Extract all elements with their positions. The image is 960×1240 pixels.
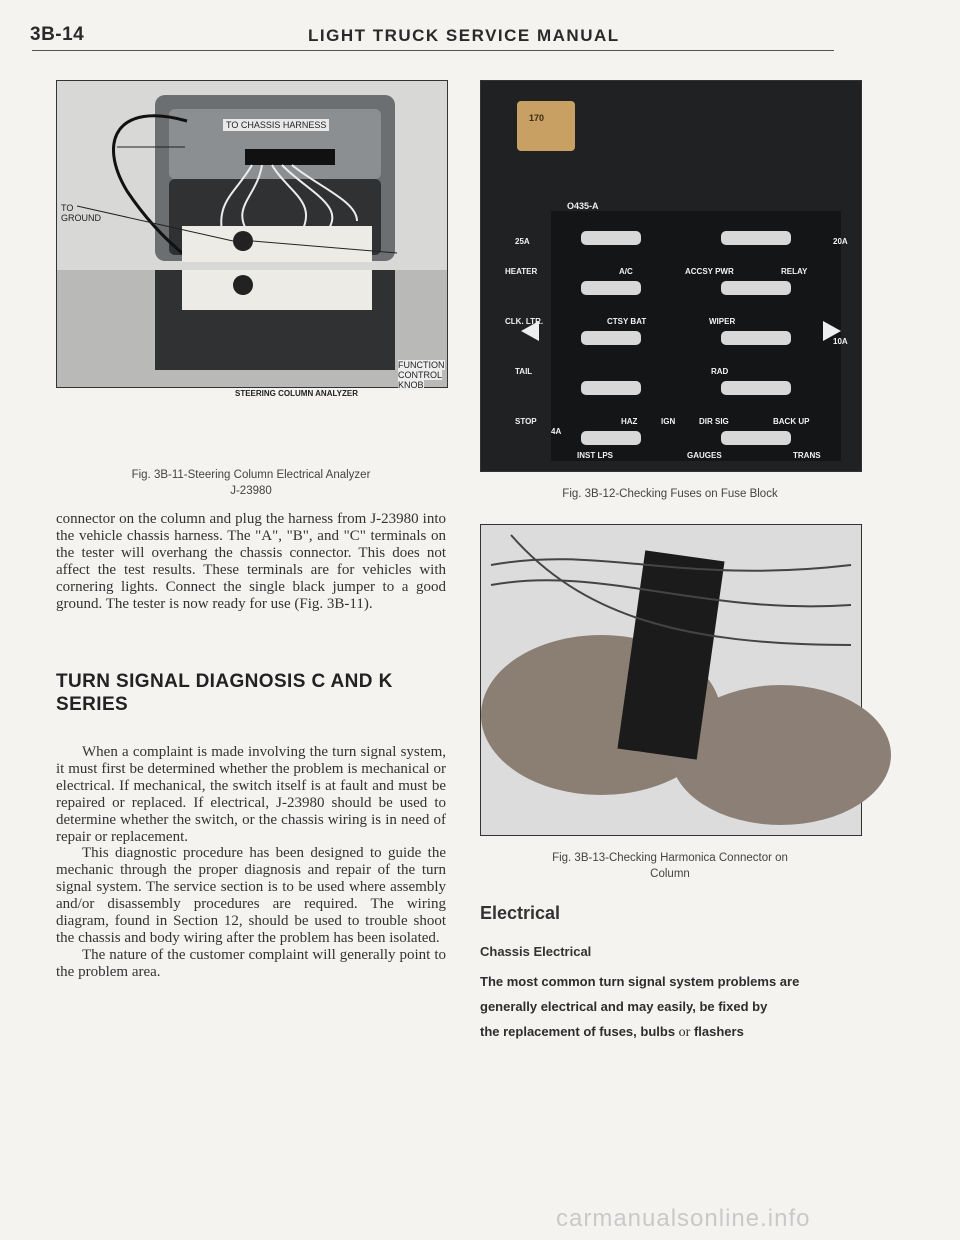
label-knob: KNOB: [398, 380, 424, 390]
conjunction: or: [678, 1025, 691, 1040]
fuse-label-inst-lps: INST LPS: [577, 451, 614, 460]
paragraph-complaint: [56, 744, 446, 981]
caption-line: Column: [650, 868, 690, 880]
fuse-label-back-up: BACK UP: [773, 417, 810, 426]
paragraph-text: When a complaint is made involving the turn signal system, it must first be determined whether the problem is mechanical or electrical. If mechanical, the switch itself is at fault and must be repaired or replaced. If electrical, J-23980 should be used to determine whether the switch, or the chassis wiring is in need of repair or replacement.: [56, 744, 446, 845]
paragraph-connector: [56, 511, 446, 612]
bold-fragment: the replacement of fuses, bulbs: [480, 1024, 676, 1039]
fuse-label-gauges: GAUGES: [687, 451, 722, 460]
fuse-label-amp-10a: 10A: [833, 337, 848, 346]
fuse-label-ign: IGN: [661, 417, 676, 426]
fuse-label-tail: TAIL: [515, 367, 533, 376]
caption-line: Fig. 3B-13-Checking Harmonica Connector on: [552, 852, 788, 864]
fuse-label-relay: RELAY: [781, 267, 808, 276]
chassis-electrical-subheading: Chassis Electrical: [480, 944, 592, 959]
fuse-label-rad: RAD: [711, 367, 729, 376]
label-ground: GROUND: [61, 213, 101, 223]
fuse-label-trans: TRANS: [793, 451, 821, 460]
page-number: 3B-14: [30, 24, 85, 45]
common-problems-paragraph: [480, 969, 860, 1045]
fuse-label-dir-sig: DIR SIG: [699, 417, 729, 426]
fuse-label-amp-25a: 25A: [515, 237, 530, 246]
fuse-label-haz: HAZ: [621, 417, 638, 426]
footer-watermark: carmanualsonline.info: [556, 1205, 811, 1232]
bold-line: The most common turn signal system problems are: [480, 974, 800, 989]
fuse-label-clk-ltr: CLK. LTR.: [505, 317, 544, 326]
label-analyzer-brand: STEERING COLUMN ANALYZER: [235, 389, 358, 398]
label-to-chassis-harness: TO CHASSIS HARNESS: [223, 119, 329, 131]
label-control: CONTROL: [398, 370, 443, 380]
figure-3b-12-caption: Fig. 3B-12-Checking Fuses on Fuse Block: [562, 488, 778, 500]
bold-fragment: flashers: [693, 1024, 744, 1039]
bold-line-mixed: [480, 1019, 860, 1045]
fuse-label-amp-20a: 20A: [833, 237, 848, 246]
fuse-label-amp-4a: 4A: [551, 427, 562, 436]
part-number: O435-A: [567, 201, 599, 211]
figure-3b-11-caption: [56, 467, 446, 499]
figure-3b-11-lower: [56, 270, 448, 388]
fuse-label-ctsy-bat: CTSY BAT: [607, 317, 647, 326]
header-rule: [32, 50, 834, 51]
figure-3b-13-photo: [480, 524, 862, 836]
manual-title: LIGHT TRUCK SERVICE MANUAL: [308, 26, 620, 45]
caption-line: J-23980: [230, 485, 272, 497]
fuse-label-accsy-pwr: ACCSY PWR: [685, 267, 734, 276]
fuse-label-ac: A/C: [619, 267, 633, 276]
fuse-label-stop: STOP: [515, 417, 537, 426]
fuse-label-wiper: WIPER: [709, 317, 736, 326]
electrical-heading: Electrical: [480, 903, 561, 923]
figure-3b-12-photo: [480, 80, 862, 472]
section-title-line: SERIES: [56, 694, 129, 715]
label-to: TO: [61, 203, 74, 213]
figure-3b-13-caption: [480, 850, 860, 882]
paragraph-text: connector on the column and plug the harness from J-23980 into the vehicle chassis harness. The "A", "B", and "C" terminals on the tester will overhang the chassis connector. This does not affect the test results. These terminals are for vehicles with cornering lights. Connect the single black jumper to a good ground. The tester is now ready for use (Fig. 3B-11).: [56, 511, 446, 612]
section-title: [56, 670, 393, 716]
caption-line: Fig. 3B-11-Steering Column Electrical Analyzer: [131, 469, 371, 481]
section-title-line: TURN SIGNAL DIAGNOSIS C AND K: [56, 671, 393, 692]
fuse-label-heater: HEATER: [505, 267, 538, 276]
relay-label: 170: [529, 113, 545, 123]
paragraph-text: The nature of the customer complaint will generally point to the problem area.: [56, 946, 446, 980]
paragraph-text: This diagnostic procedure has been designed to guide the mechanic through the proper diagnosis and repair of the turn signal system. The service section is to be used where assembly and/or disassembly procedures are required. The wiring diagram, found in Section 12, should be used to trouble shoot the chassis and body wiring after the problem has been isolated.: [56, 845, 446, 946]
label-function: FUNCTION: [398, 360, 445, 370]
bold-line: generally electrical and may easily, be fixed by: [480, 999, 768, 1014]
